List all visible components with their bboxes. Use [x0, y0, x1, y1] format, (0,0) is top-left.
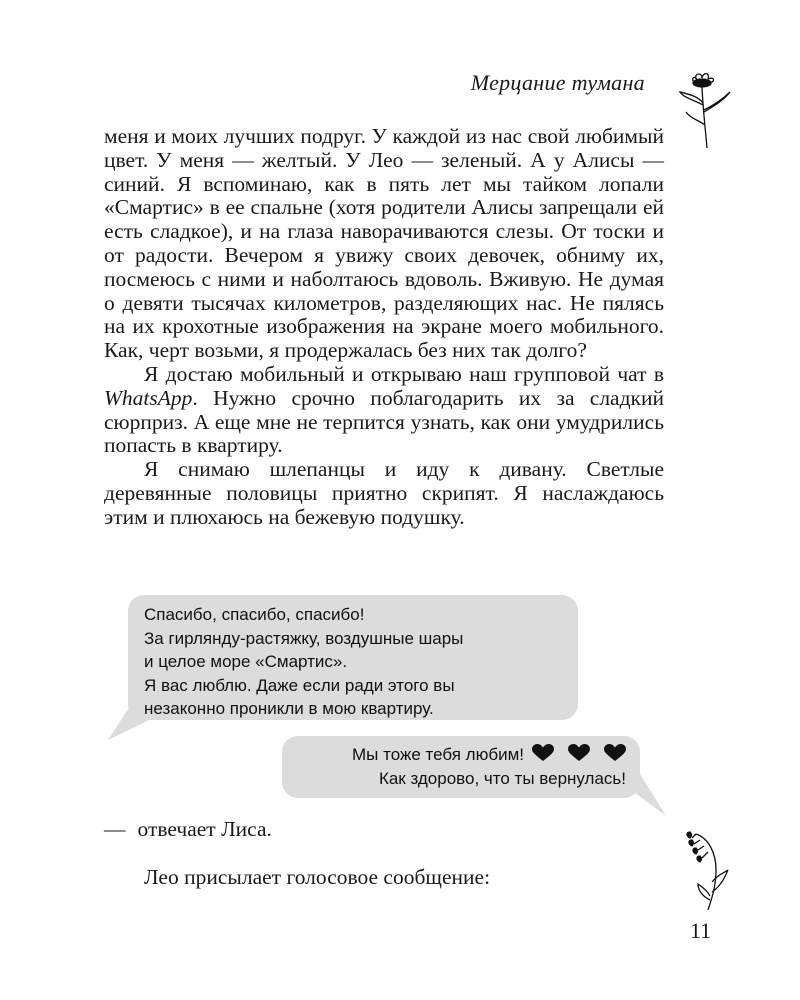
narration-line: Лео присылает голосовое сообщение:: [144, 865, 491, 889]
heart-icon: [568, 744, 590, 762]
paragraph: Я снимаю шлепанцы и иду к дивану. Светлые деревянные половицы приятно скрипят. Я наслаждаюсь этим и плюхаюсь на бежевую подушку.: [104, 457, 664, 529]
chat-bubble-outgoing: [282, 736, 640, 798]
body-text: [104, 125, 664, 530]
lily-of-the-valley-icon: [682, 830, 730, 912]
heart-icon: [604, 744, 626, 762]
dialog-line: [104, 817, 272, 842]
running-title: Мерцание тумана: [470, 70, 645, 95]
chamomile-flower-icon: [676, 70, 732, 150]
paragraph: меня и моих лучших подруг. У каждой из нас свой любимый цвет. У меня — желтый. У Лео — зеленый. А у Алисы — синий. Я вспоминаю, как в пять лет мы тайком лопали «Смартис» в ее спальне (хотя родители Алисы запрещали ей есть сладкое), и на глаза наворачиваются слезы. От тоски и от радости. Вечером я увижу своих девочек, обниму их, посмеюсь с ними и наболтаюсь вдоволь. Вживую. Не думая о девяти тысячах километров, разделяющих нас. Не пялясь на их крохотные изображения на экране моего мобильного. Как, черт возьми, я продержалась без них так долго?: [104, 124, 664, 363]
chat-line: Я вас люблю. Даже если ради этого вы: [144, 675, 455, 695]
page-number: 11: [690, 918, 712, 943]
chat-line: Мы тоже тебя любим!: [282, 743, 626, 767]
dialog-dash: —: [104, 817, 126, 841]
paragraph: [104, 363, 664, 458]
chat-bubble-incoming: [128, 595, 578, 720]
chat-line: Спасибо, спасибо, спасибо!: [144, 605, 365, 624]
chat-line: За гирлянду-растяжку, воздушные шары: [144, 628, 464, 648]
heart-icon: [532, 744, 554, 762]
app-name: WhatsApp: [104, 385, 193, 410]
paragraph-text: . Нужно срочно поблагодарить их за сладкий сюрприз. А еще мне не терпится узнать, как они умудрились попасть в квартиру.: [104, 385, 664, 458]
chat-line: и целое море «Смартис».: [144, 652, 348, 671]
dialog-attribution: отвечает Лиса.: [137, 817, 272, 841]
chat-line: Как здорово, что ты вернулась!: [378, 768, 626, 788]
chat-line: незаконно проникли в мою квартиру.: [144, 699, 434, 718]
paragraph-text: Я достаю мобильный и открываю наш групповой чат в: [144, 361, 664, 386]
